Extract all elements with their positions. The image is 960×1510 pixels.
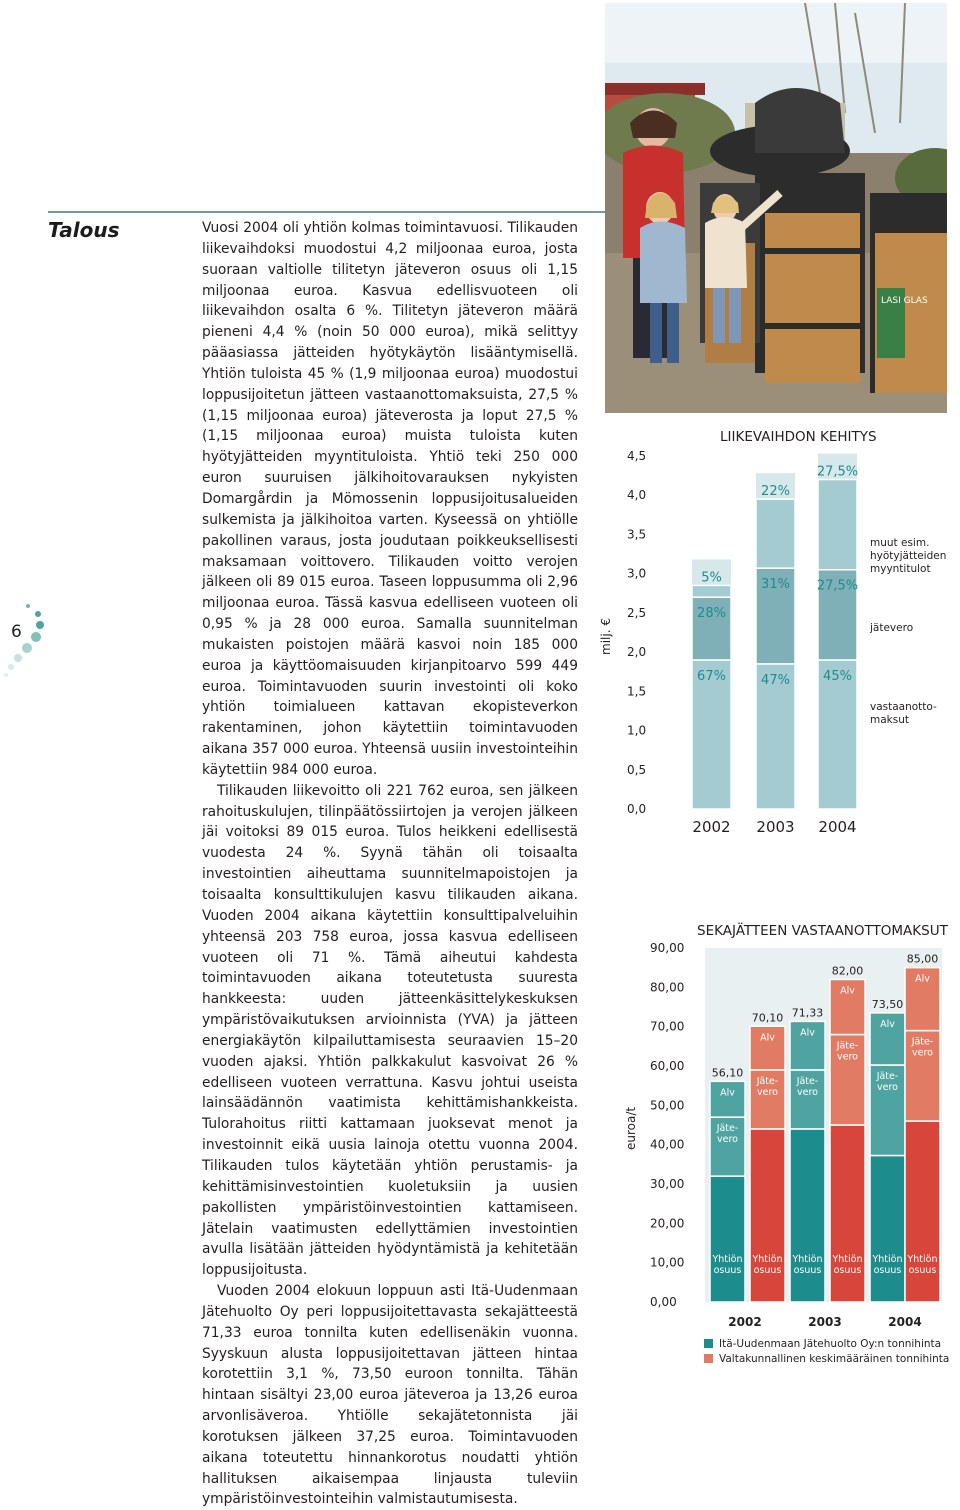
y-tick-label: 50,00 [650, 1098, 685, 1113]
segment-label: Alv [800, 1027, 815, 1039]
y-axis-label: euroa/t [624, 1106, 638, 1150]
total-label: 73,50 [871, 997, 904, 1011]
segment-label: vero [757, 1086, 778, 1098]
segment-label: vero [912, 1047, 933, 1059]
y-tick-label: 2,0 [627, 645, 647, 660]
y-tick-label: 80,00 [650, 980, 685, 995]
y-tick-label: 70,00 [650, 1019, 685, 1034]
legend-item [704, 1351, 949, 1366]
x-tick-label: 2003 [808, 1315, 842, 1329]
segment-label: Jäte- [911, 1036, 934, 1048]
y-tick-label: 4,5 [627, 449, 647, 463]
y-tick-label: 0,00 [650, 1295, 677, 1309]
segment-label: 28% [697, 606, 726, 622]
segment-label: Yhtiön [712, 1254, 743, 1265]
recycling-photo [605, 3, 947, 413]
bar-segment-osuus [790, 1129, 825, 1302]
legend-muut-2: hyötyjätteiden [870, 550, 947, 562]
segment-label: osuus [908, 1265, 937, 1276]
segment-label: Jäte- [876, 1071, 899, 1083]
paragraph: Tilikauden liikevoitto oli 221 762 euroa, sen jälkeen rahoituskulujen, tilinpäätössiirtojen ja verojen jälkeen jäi voitoksi 89 015 euroa. Tulos heikkeni edellisestä vuodesta 24 %. Syynä tähän oli toisaalta investointien aiheuttama suunnitelmapoistojen ja toisaalta konsulttikulujen kasvu tilikauden aikana. Vuoden 2004 aikana käytettiin konsulttipalveluihin yhteensä 203 758 euroa, jossa kasvua edelliseen vuoteen oli 71 %. Tämä aiheutui kahdesta toimintavuoden aikana toteutetusta suuresta hankkeesta: uuden jätteenkäsittelykeskuksen ympäristövaikutuksen arvioinnista (YVA) ja jätteen energiakäytön kilpailuttamisesta seuraavien 15–20 vuoden ajaksi. Yhtiön palkkakulut kasvoivat 26 % edelliseen vuoteen verrattuna. Kasvu johtui useista lainsäädännön vaatimista kehittämishankkeista. Tulorahoitus riitti kattamaan juoksevat menot ja investoinnit eikä uusia lainoja otettu vuonna 2004. Tilikauden tulos käytetään yhtiön perustamis- ja kehittämisinvestointien kuoletuksiin ja uusien pakollisten ympäristöinvestointien kattamiseen. Jätelain vaatimusten edellyttämien investointien avulla lisätään jätteiden hyödyntämistä ja kehitetään loppusijoitusta. [202, 782, 578, 1279]
y-tick-label: 1,0 [627, 723, 647, 738]
chart-title: LIIKEVAIHDON KEHITYS [720, 429, 877, 445]
segment-label: Alv [720, 1087, 735, 1099]
segment-label: Jäte- [756, 1075, 779, 1087]
segment-label: 22% [761, 484, 790, 500]
segment-label: vero [837, 1051, 858, 1063]
y-tick-label: 1,5 [627, 684, 647, 699]
legend-muut-1: muut esim. [870, 537, 930, 549]
segment-label: Jäte- [796, 1075, 819, 1087]
y-tick-label: 60,00 [650, 1059, 685, 1073]
segment-label: osuus [873, 1265, 902, 1276]
segment-label: Yhtiön [832, 1254, 863, 1265]
section-title: Talous [48, 218, 120, 242]
decorative-dots-icon [0, 600, 50, 690]
legend-label: Itä-Uudenmaan Jätehuolto Oy:n tonnihinta [719, 1337, 942, 1350]
segment-label: 27,5% [816, 464, 859, 480]
segment-label: osuus [713, 1265, 742, 1276]
bar-segment-osuus [870, 1155, 905, 1302]
x-tick-label: 2003 [756, 818, 795, 836]
bar-segment-osuus [750, 1129, 785, 1302]
legend-label: Valtakunnallinen keskimääräinen tonnihinta [719, 1352, 950, 1365]
y-tick-label: 20,00 [650, 1216, 685, 1231]
segment-label: Alv [915, 973, 930, 985]
bar-segment-osuus [710, 1176, 745, 1302]
page-number: 6 [11, 622, 22, 642]
segment-label: 27,5% [816, 578, 859, 594]
segment-label: 67% [697, 668, 726, 684]
segment-label: vero [717, 1134, 738, 1146]
legend-muut-3: myyntitulot [870, 563, 931, 575]
segment-label: Alv [840, 985, 855, 997]
legend-swatch-red [704, 1354, 713, 1363]
y-axis-label: milj. € [599, 618, 613, 655]
paragraph: Vuoden 2004 elokuun loppuun asti Itä-Uudenmaan Jätehuolto Oy peri loppusijoitettavasta sekajätteestä 71,33 euroa tonnilta kuten edellisenäkin vuonna. Syyskuun alusta loppusijoitettavan jätteen hintaa korotettiin 3,1 %, 73,50 euroon tonnilta. Tähän hintaan sisältyi 23,00 euroa jäteveroa ja 13,26 euroa arvonlisäveroa. Yhtiölle sekajätetonnista jäi korotuksen jälkeen 37,25 euroa. Toimintavuoden aikana toteutettu hinnankorotus noudatti yhtiön hallituksen aikaisempaa linjausta tuleviin ympäristöinvestointeihin valmistautumisesta. [202, 1283, 578, 1508]
revenue-chart [590, 420, 960, 850]
waste-fee-chart [600, 915, 960, 1365]
segment-label: Jäte- [836, 1040, 859, 1052]
segment-label: Yhtiön [907, 1254, 938, 1265]
x-tick-label: 2004 [818, 818, 857, 836]
body-text [202, 218, 578, 1510]
x-tick-label: 2002 [728, 1315, 762, 1329]
legend-swatch-teal [704, 1339, 713, 1348]
segment-label: Alv [880, 1018, 895, 1030]
segment-label: 31% [761, 577, 790, 593]
segment-label: 45% [823, 668, 852, 684]
x-tick-label: 2004 [888, 1315, 922, 1329]
segment-label: Alv [760, 1032, 775, 1044]
y-tick-label: 3,0 [627, 566, 647, 581]
bar-segment-2 [818, 480, 857, 570]
segment-label: vero [797, 1086, 818, 1098]
legend-item [704, 1336, 949, 1351]
y-tick-label: 2,5 [627, 605, 647, 620]
segment-label: vero [877, 1082, 898, 1094]
segment-label: 5% [701, 570, 722, 586]
segment-label: 47% [761, 672, 790, 688]
bar-segment-2 [756, 499, 795, 568]
chart-title: SEKAJÄTTEEN VASTAANOTTOMAKSUT [697, 923, 948, 939]
total-label: 85,00 [906, 952, 939, 966]
segment-label: osuus [833, 1265, 862, 1276]
header-rule [48, 211, 605, 213]
legend-vastaanotto-2: maksut [870, 714, 909, 726]
y-tick-label: 3,5 [627, 527, 647, 542]
y-tick-label: 40,00 [650, 1137, 685, 1152]
y-tick-label: 10,00 [650, 1255, 685, 1270]
total-label: 82,00 [831, 964, 864, 978]
total-label: 71,33 [791, 1006, 824, 1020]
y-tick-label: 0,5 [627, 762, 647, 777]
total-label: 56,10 [711, 1066, 744, 1080]
segment-label: osuus [753, 1265, 782, 1276]
bin-sign-text: LASI GLAS [881, 296, 928, 306]
segment-label: Yhtiön [752, 1254, 783, 1265]
segment-label: Jäte- [716, 1123, 739, 1135]
y-tick-label: 30,00 [650, 1177, 685, 1191]
segment-label: Yhtiön [792, 1254, 823, 1265]
y-tick-label: 0,0 [627, 802, 647, 816]
legend-jatevero: jätevero [870, 622, 914, 634]
y-tick-label: 4,0 [627, 488, 647, 503]
bar-segment-2 [692, 585, 731, 597]
legend-vastaanotto-1: vastaanotto- [870, 701, 937, 713]
x-tick-label: 2002 [692, 818, 731, 836]
segment-label: Yhtiön [872, 1254, 903, 1265]
paragraph: Vuosi 2004 oli yhtiön kolmas toimintavuosi. Tilikauden liikevaihdoksi muodostui 4,2 miljoonaa euroa, josta suoraan valtiolle tilitetyn jäteveron osuus oli 1,15 miljoonaa euroa. Kasvua edellisvuoteen oli liikevaihdon osalta 6 %. Tilitetyn jäteveron määrä pieneni 4,4 % (noin 50 000 euroa), mikä selittyy pääasiassa jätteiden hyötykäytön lisääntymisellä. Yhtiön tuloista 45 % (1,9 miljoonaa euroa) muodostui loppusijoitetun jätteen vastaanottomaksuista, 27,5 % (1,15 miljoonaa euroa) jäteverosta ja loput 27,5 % (1,15 miljoonaa euroa) muista tuloista kuten hyötyjätteiden myyntituloista. Yhtiö teki 250 000 euron suuruisen jälkihoitovarauksen nykyisten Domargårdin ja Mömossenin loppusijoitusalueiden sulkemista ja jälkihoitoa varten. Kyseessä on yhtiölle pakollinen varaus, josta joudutaan poikkeuksellisesti maksamaan voittovero. Tilikauden voitto verojen jälkeen oli 89 015 euroa. Taseen loppusumma oli 2,96 miljoonaa euroa. Tässä kasvua edelliseen vuoteen oli 0,95 % ja 28 000 euroa. Samalla suunnitelman mukaisten poistojen määrä kasvoi noin 185 000 euroa ja käyttöomaisuuden kirjanpitoarvo 599 449 euroa. Toimintavuoden suurin investointi oli koko yhtiön toimialueen kattavan ekopisteverkon rakentaminen, johon käytettiin toimintavuoden aikana 357 000 euroa. Yhteensä uusiin investointeihin käytettiin 984 000 euroa. [202, 220, 578, 778]
total-label: 70,10 [751, 1011, 784, 1025]
y-tick-label: 90,00 [650, 941, 685, 955]
chart-legend [704, 1336, 949, 1366]
segment-label: osuus [793, 1265, 822, 1276]
